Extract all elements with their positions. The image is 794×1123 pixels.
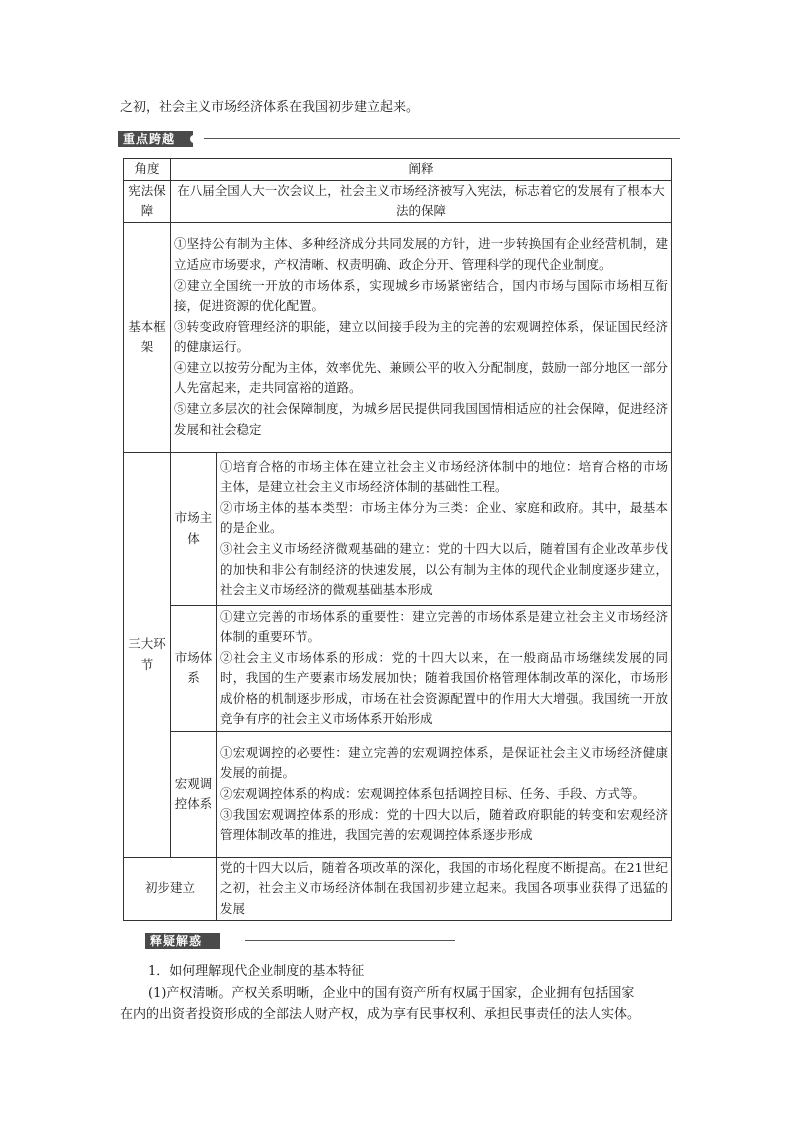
table-row bbox=[124, 857, 672, 920]
table-row bbox=[124, 180, 672, 222]
list-item: ⑤建立多层次的社会保障制度，为城乡居民提供同我国国情相适应的社会保障，促进经济发展和社会稳定 bbox=[174, 401, 669, 437]
key-points-table bbox=[123, 158, 672, 921]
list-item: ①坚持公有制为主体、多种经济成分共同发展的方针，进一步转换国有企业经营机制，建立适应市场要求，产权清晰、权责明确、政企分开、管理科学的现代企业制度。 bbox=[174, 236, 669, 272]
list-item: ③社会主义市场经济微观基础的建立：党的十四大以后，随着国有企业改革步伐的加快和非公有制经济的快速发展，以公有制为主体的现代企业制度逐步建立，社会主义市场经济的微观基础基本形成 bbox=[220, 541, 669, 598]
sub-label-market-system: 市场体系 bbox=[171, 605, 217, 731]
list-item: ①宏观调控的必要性：建立完善的宏观调控体系，是保证社会主义市场经济健康发展的前提。 bbox=[220, 744, 669, 781]
list-item: ③我国宏观调控体系的形成：党的十四大以后，随着政府职能的转变和宏观经济管理体制改革的推进，我国完善的宏观调控体系逐步形成 bbox=[220, 806, 669, 843]
row-label-framework: 基本框架 bbox=[124, 222, 171, 452]
table-header-row bbox=[124, 159, 672, 181]
list-item: ②宏观调控体系的构成：宏观调控体系包括调控目标、任务、手段、方式等。 bbox=[220, 785, 646, 801]
list-item: ②市场主体的基本类型：市场主体分为三类：企业、家庭和政府。其中，最基本的是企业。 bbox=[220, 499, 669, 536]
bullet-dot-icon bbox=[190, 135, 198, 143]
section-header-qa bbox=[145, 933, 455, 949]
sub-text-macro-control bbox=[217, 731, 672, 857]
section-rule bbox=[204, 138, 680, 139]
section-header-key-points bbox=[118, 131, 680, 147]
section-label: 重点跨越 bbox=[118, 131, 193, 147]
sub-text-market-subject bbox=[217, 452, 672, 605]
row-label-constitution: 宪法保障 bbox=[124, 180, 171, 222]
table-row bbox=[124, 452, 672, 605]
section-label: 释疑解惑 bbox=[145, 933, 220, 949]
table-row bbox=[124, 605, 672, 731]
header-explanation: 阐释 bbox=[171, 159, 672, 181]
row-text-initial: 党的十四大以后，随着各项改革的深化，我国的市场化程度不断提高。在21世纪之初，社会主义市场经济体制在我国初步建立起来。我国各项事业获得了迅猛的发展 bbox=[217, 857, 672, 920]
row-text-framework bbox=[171, 222, 672, 452]
table-row bbox=[124, 731, 672, 857]
list-item: ③转变政府管理经济的职能，建立以间接手段为主的完善的宏观调控体系，保证国民经济的健康运行。 bbox=[174, 318, 669, 355]
list-item: ④建立以按劳分配为主体，效率优先、兼顾公平的收入分配制度，鼓励一部分地区一部分人先富起来，走共同富裕的道路。 bbox=[174, 359, 669, 396]
paragraph-line: 在内的出资者投资形成的全部法人财产权，成为享有民事权利、承担民事责任的法人实体。 bbox=[120, 1007, 641, 1022]
sub-label-macro-control: 宏观调控体系 bbox=[171, 731, 217, 857]
list-item: ①建立完善的市场体系的重要性：建立完善的市场体系是建立社会主义市场经济体制的重要环节。 bbox=[220, 608, 669, 645]
header-angle: 角度 bbox=[124, 159, 171, 181]
list-item: ①培育合格的市场主体在建立社会主义市场经济体制中的地位：培育合格的市场主体，是建立社会主义市场经济体制的基础性工程。 bbox=[220, 458, 669, 495]
list-item: ②社会主义市场体系的形成：党的十四大以来，在一般商品市场继续发展的同时，我国的生产要素市场发展加快；随着我国价格管理体制改革的深化，市场形成价格的机制逐步形成，市场在社会资源配置中的作用大大增强。我国统一开放竞争有序的社会主义市场体系开始形成 bbox=[220, 649, 669, 727]
paragraph-line: (1)产权清晰。产权关系明晰，企业中的国有资产所有权属于国家，企业拥有包括国家 bbox=[148, 986, 635, 1001]
list-item: ②建立全国统一开放的市场体系，实现城乡市场紧密结合，国内市场与国际市场相互衔接，促进资源的优化配置。 bbox=[174, 277, 669, 314]
sub-text-market-system bbox=[217, 605, 672, 731]
intro-line: 之初，社会主义市场经济体系在我国初步建立起来。 bbox=[120, 100, 420, 115]
section-rule bbox=[245, 940, 455, 941]
table-row bbox=[124, 222, 672, 452]
row-label-three-links: 三大环节 bbox=[124, 452, 171, 857]
row-text-constitution: 在八届全国人大一次会议上，社会主义市场经济被写入宪法，标志着它的发展有了根本大法的保障 bbox=[171, 180, 672, 222]
bullet-dot-icon bbox=[229, 937, 237, 945]
row-label-initial: 初步建立 bbox=[124, 857, 217, 920]
sub-label-market-subject: 市场主体 bbox=[171, 452, 217, 605]
question-title: 1．如何理解现代企业制度的基本特征 bbox=[148, 964, 365, 979]
